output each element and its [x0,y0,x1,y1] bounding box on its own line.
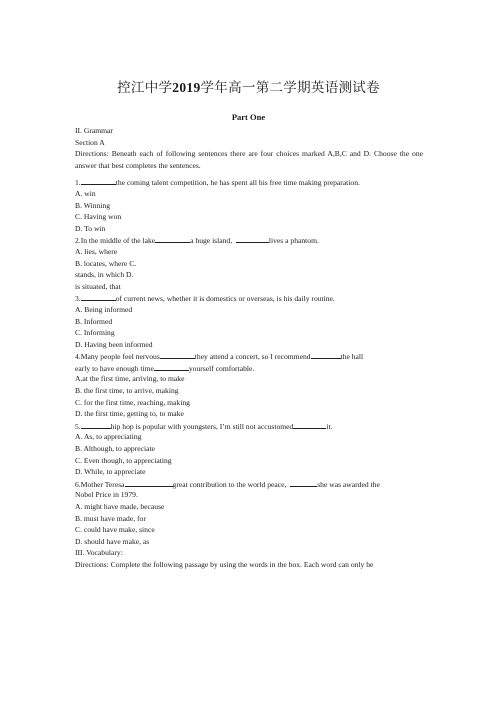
option: D. To win [75,223,106,233]
option: D. Having been informed [75,339,153,349]
option: D. should have make, as [75,536,150,546]
grammar-directions: Directions: Beneath each of following sentences there are four choices marked A,B,C and D. Choose the one answer that best completes the sentences. [75,149,423,170]
question-6: 6.Mother Teresa great contribution to the world peace, she was awarded the [75,479,380,489]
section-a-heading: Section A [75,137,105,147]
question-1: 1. the coming talent competition, he has spent all his free time making preparation. [75,178,360,188]
option: A. Being informed [75,304,133,314]
option: A. win [75,188,96,198]
question-3: 3. of current news, whether it is domestics or overseas, is his daily routine. [75,294,335,304]
option: C. could have make, since [75,525,155,535]
answer-blank [290,478,317,487]
option: B. the first time, to arrive, making [75,386,179,396]
question-5: 5. hip hop is popular with youngsters, I’m still not accustomed it. [75,421,333,431]
option: A.at the first time, arriving, to make [75,374,185,384]
question-6-cont: Nobel Price in 1979. [75,490,138,500]
option: B. Winning [75,200,110,210]
title-school: 控江中学 [117,80,173,95]
option: stands, in which D. [75,270,134,280]
option: C. Even though, to appreciating [75,455,172,465]
question-4: 4.Many people feel nervous they attend a concert, so I recommend the hall [75,352,364,362]
answer-blank [236,234,269,243]
section-heading-vocabulary: III. Vocabulary: [75,548,123,558]
answer-blank [81,176,116,185]
answer-blank [293,420,326,429]
answer-blank [311,350,341,359]
option: C. Having won [75,212,122,222]
option: is situated, that [75,281,121,291]
option: C. Informing [75,328,115,338]
option: C. for the first time, reaching, making [75,397,190,407]
option: A. lies, where [75,246,118,256]
option: B. locates, where C. [75,258,137,268]
title-rest: 学年高一第二学期英语测试卷 [200,80,380,95]
answer-blank [125,478,173,487]
answer-blank [81,292,116,301]
exam-title [0,76,497,96]
answer-blank [155,234,190,243]
answer-blank [154,362,189,371]
option: A. As, to appreciating [75,432,142,442]
option: B. must have made, for [75,513,146,523]
exam-body [75,125,423,571]
option: B. Although, to appreciate [75,444,155,454]
option: D. While, to appreciate [75,467,146,477]
question-2: 2.In the middle of the lake a huge island, lives a phantom. [75,236,319,246]
option: D. the first time, getting to, to make [75,409,184,419]
question-4-cont: early to have enough time yourself comfortable. [75,363,255,373]
part-heading: Part One [231,112,266,122]
vocabulary-directions: Directions: Complete the following passage by using the words in the box. Each word can only be [75,559,374,569]
title-year: 2019 [172,80,201,95]
option: A. might have made, because [75,502,165,511]
option: B. Informed [75,316,113,326]
section-heading-grammar: II. Grammar [75,126,113,135]
answer-blank [81,420,111,429]
answer-blank [160,350,195,359]
